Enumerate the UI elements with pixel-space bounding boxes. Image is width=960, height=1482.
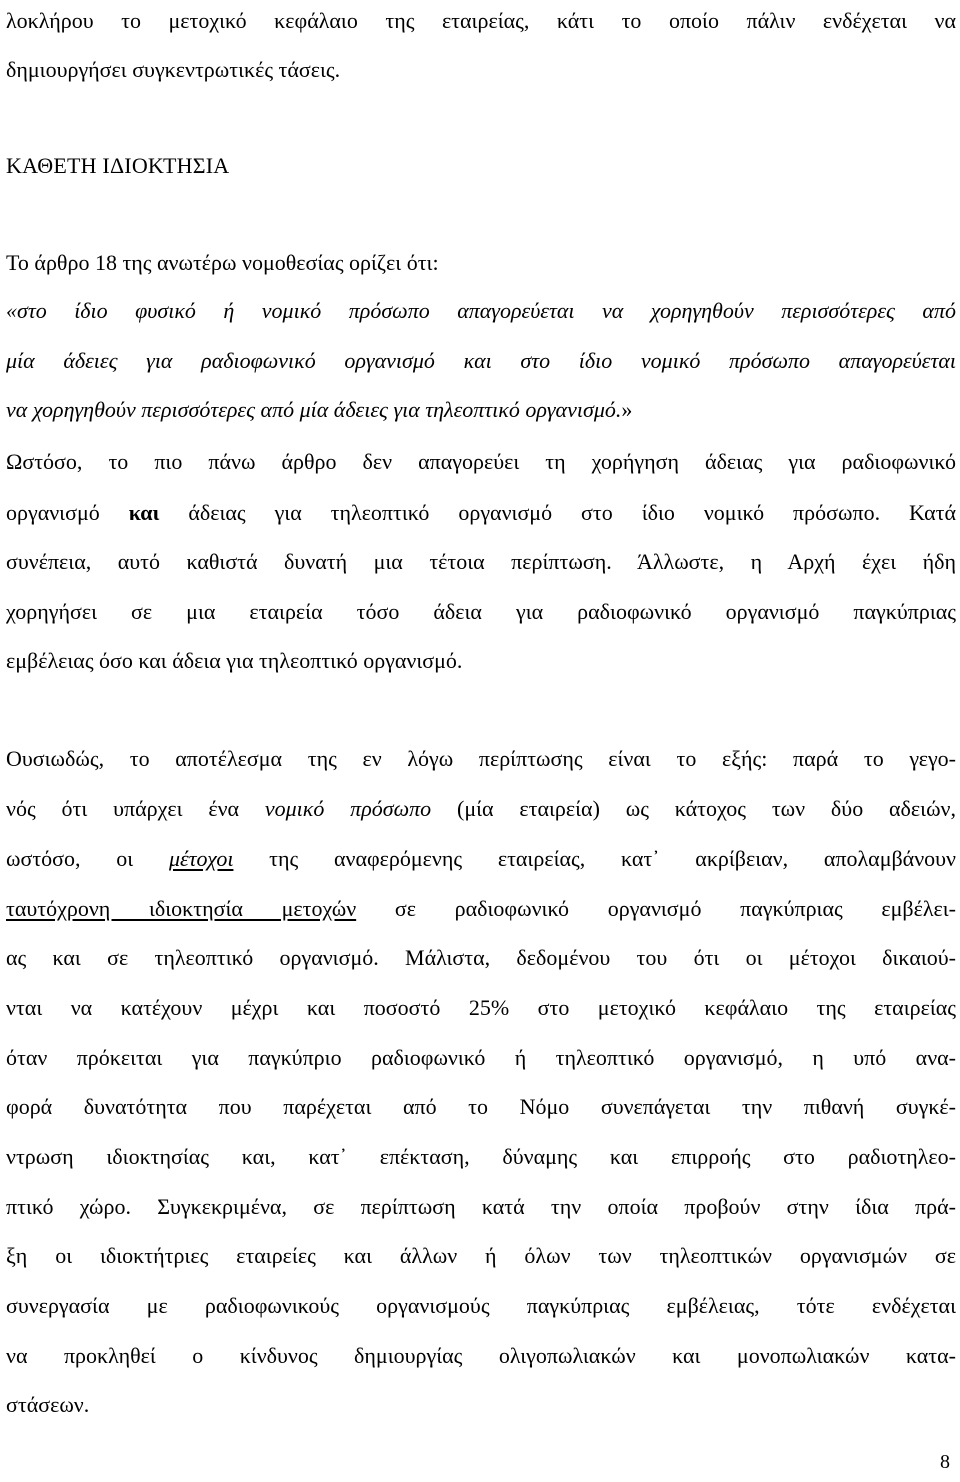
para2-line-7: όταν πρόκειται για παγκύπριο ραδιοφωνικό ή τηλεοπτικό οργανισμό, η υπό ανα- (6, 1045, 956, 1070)
para2-line-6: νται να κατέχουν μέχρι και ποσοστό 25% στο μετοχικό κεφάλαιο της εταιρείας (6, 995, 956, 1020)
para1-line-9: εμβέλειας όσο και άδεια για τηλεοπτικό οργανισμό. (6, 648, 463, 673)
page-number: 8 (940, 1451, 950, 1473)
para1-line-7: συνέπεια, αυτό καθιστά δυνατή μια τέτοια περίπτωση. Άλλωστε, η Αρχή έχει ήδη (6, 549, 956, 574)
para2-line-9: ντρωση ιδιοκτησίας και, κατ᾽ επέκταση, δύναμης και επιρροής στο ραδιοτηλεο- (6, 1144, 956, 1169)
para2-line-2-end: (μία εταιρεία) ως κάτοχος των δύο αδειών, (431, 796, 956, 821)
quote-italic-text: να χορηγηθούν περισσότερες από μία άδειες για τηλεοπτικό οργανισμό. (6, 397, 622, 422)
para1-line-4 (6, 397, 956, 423)
bold-and-word: και (128, 500, 160, 525)
legal-person-italic: νομικό πρόσωπο (264, 796, 432, 821)
para1-line-6-end: άδειας για τηλεοπτικό οργανισμό στο ίδιο νομικό πρόσωπο. Κατά (159, 500, 957, 525)
para1-line-2: «στο ίδιο φυσικό ή νομικό πρόσωπο απαγορεύεται να χορηγηθούν περισσότερες από (6, 298, 956, 323)
para2-line-2-start: νός ότι υπάρχει ένα (6, 796, 265, 821)
para2-line-3-end: της αναφερόμενης εταιρείας, κατ᾽ ακρίβειαν, απολαμβάνουν (233, 846, 956, 871)
para2-line-1: Ουσιωδώς, το αποτέλεσμα της εν λόγω περίπτωσης είναι το εξής: παρά το γεγο- (6, 746, 956, 771)
para1-line-5: Ωστόσο, το πιο πάνω άρθρο δεν απαγορεύει τη χορήγηση άδειας για ραδιοφωνικό (6, 449, 956, 474)
para2-line-13: να προκληθεί ο κίνδυνος δημιουργίας ολιγοπωλιακών και μονοπωλιακών κατα- (6, 1343, 956, 1368)
section-heading: ΚΑΘΕΤΗ ΙΔΙΟΚΤΗΣΙΑ (6, 153, 230, 178)
para2-line-5: ας και σε τηλεοπτικό οργανισμό. Μάλιστα, δεδομένου του ότι οι μέτοχοι δικαιού- (6, 945, 956, 970)
para2-line-4 (6, 896, 956, 922)
para1-line-8: χορηγήσει σε μια εταιρεία τόσο άδεια για ραδιοφωνικό οργανισμό παγκύπριας (6, 599, 956, 624)
para1-line-6 (6, 500, 956, 526)
intro-line-1: λοκλήρου το μετοχικό κεφάλαιο της εταιρείας, κάτι το οποίο πάλιν ενδέχεται να (6, 8, 956, 33)
para1-line-3: μία άδειες για ραδιοφωνικό οργανισμό και στο ίδιο νομικό πρόσωπο απαγορεύεται (6, 348, 956, 373)
para1-line-1: Το άρθρο 18 της ανωτέρω νομοθεσίας ορίζει ότι: (6, 250, 439, 275)
para2-line-12: συνεργασία με ραδιοφωνικούς οργανισμούς παγκύπριας εμβέλειας, τότε ενδέχεται (6, 1293, 956, 1318)
para2-line-14: στάσεων. (6, 1392, 90, 1417)
para2-line-2 (6, 796, 956, 822)
quote-close-mark: » (621, 397, 633, 422)
para2-line-4-end: σε ραδιοφωνικό οργανισμό παγκύπριας εμβέλει- (356, 896, 956, 921)
intro-line-2: δημιουργήσει συγκεντρωτικές τάσεις. (6, 57, 341, 82)
para2-line-11: ξη οι ιδιοκτήτριες εταιρείες και άλλων ή όλων των τηλεοπτικών οργανισμών σε (6, 1243, 956, 1268)
para2-line-10: πτικό χώρο. Συγκεκριμένα, σε περίπτωση κατά την οποία προβούν στην ίδια πρά- (6, 1194, 956, 1219)
para2-line-3 (6, 846, 956, 872)
para2-line-8: φορά δυνατότητα που παρέχεται από το Νόμο συνεπάγεται την πιθανή συγκέ- (6, 1094, 956, 1119)
shareholders-italic-underlined: μέτοχοι (168, 846, 234, 871)
para2-line-3-start: ωστόσο, οι (6, 846, 169, 871)
simultaneous-ownership-underlined: ταυτόχρονη ιδιοκτησία μετοχών (6, 896, 357, 921)
para1-line-6-start: οργανισμό (6, 500, 129, 525)
